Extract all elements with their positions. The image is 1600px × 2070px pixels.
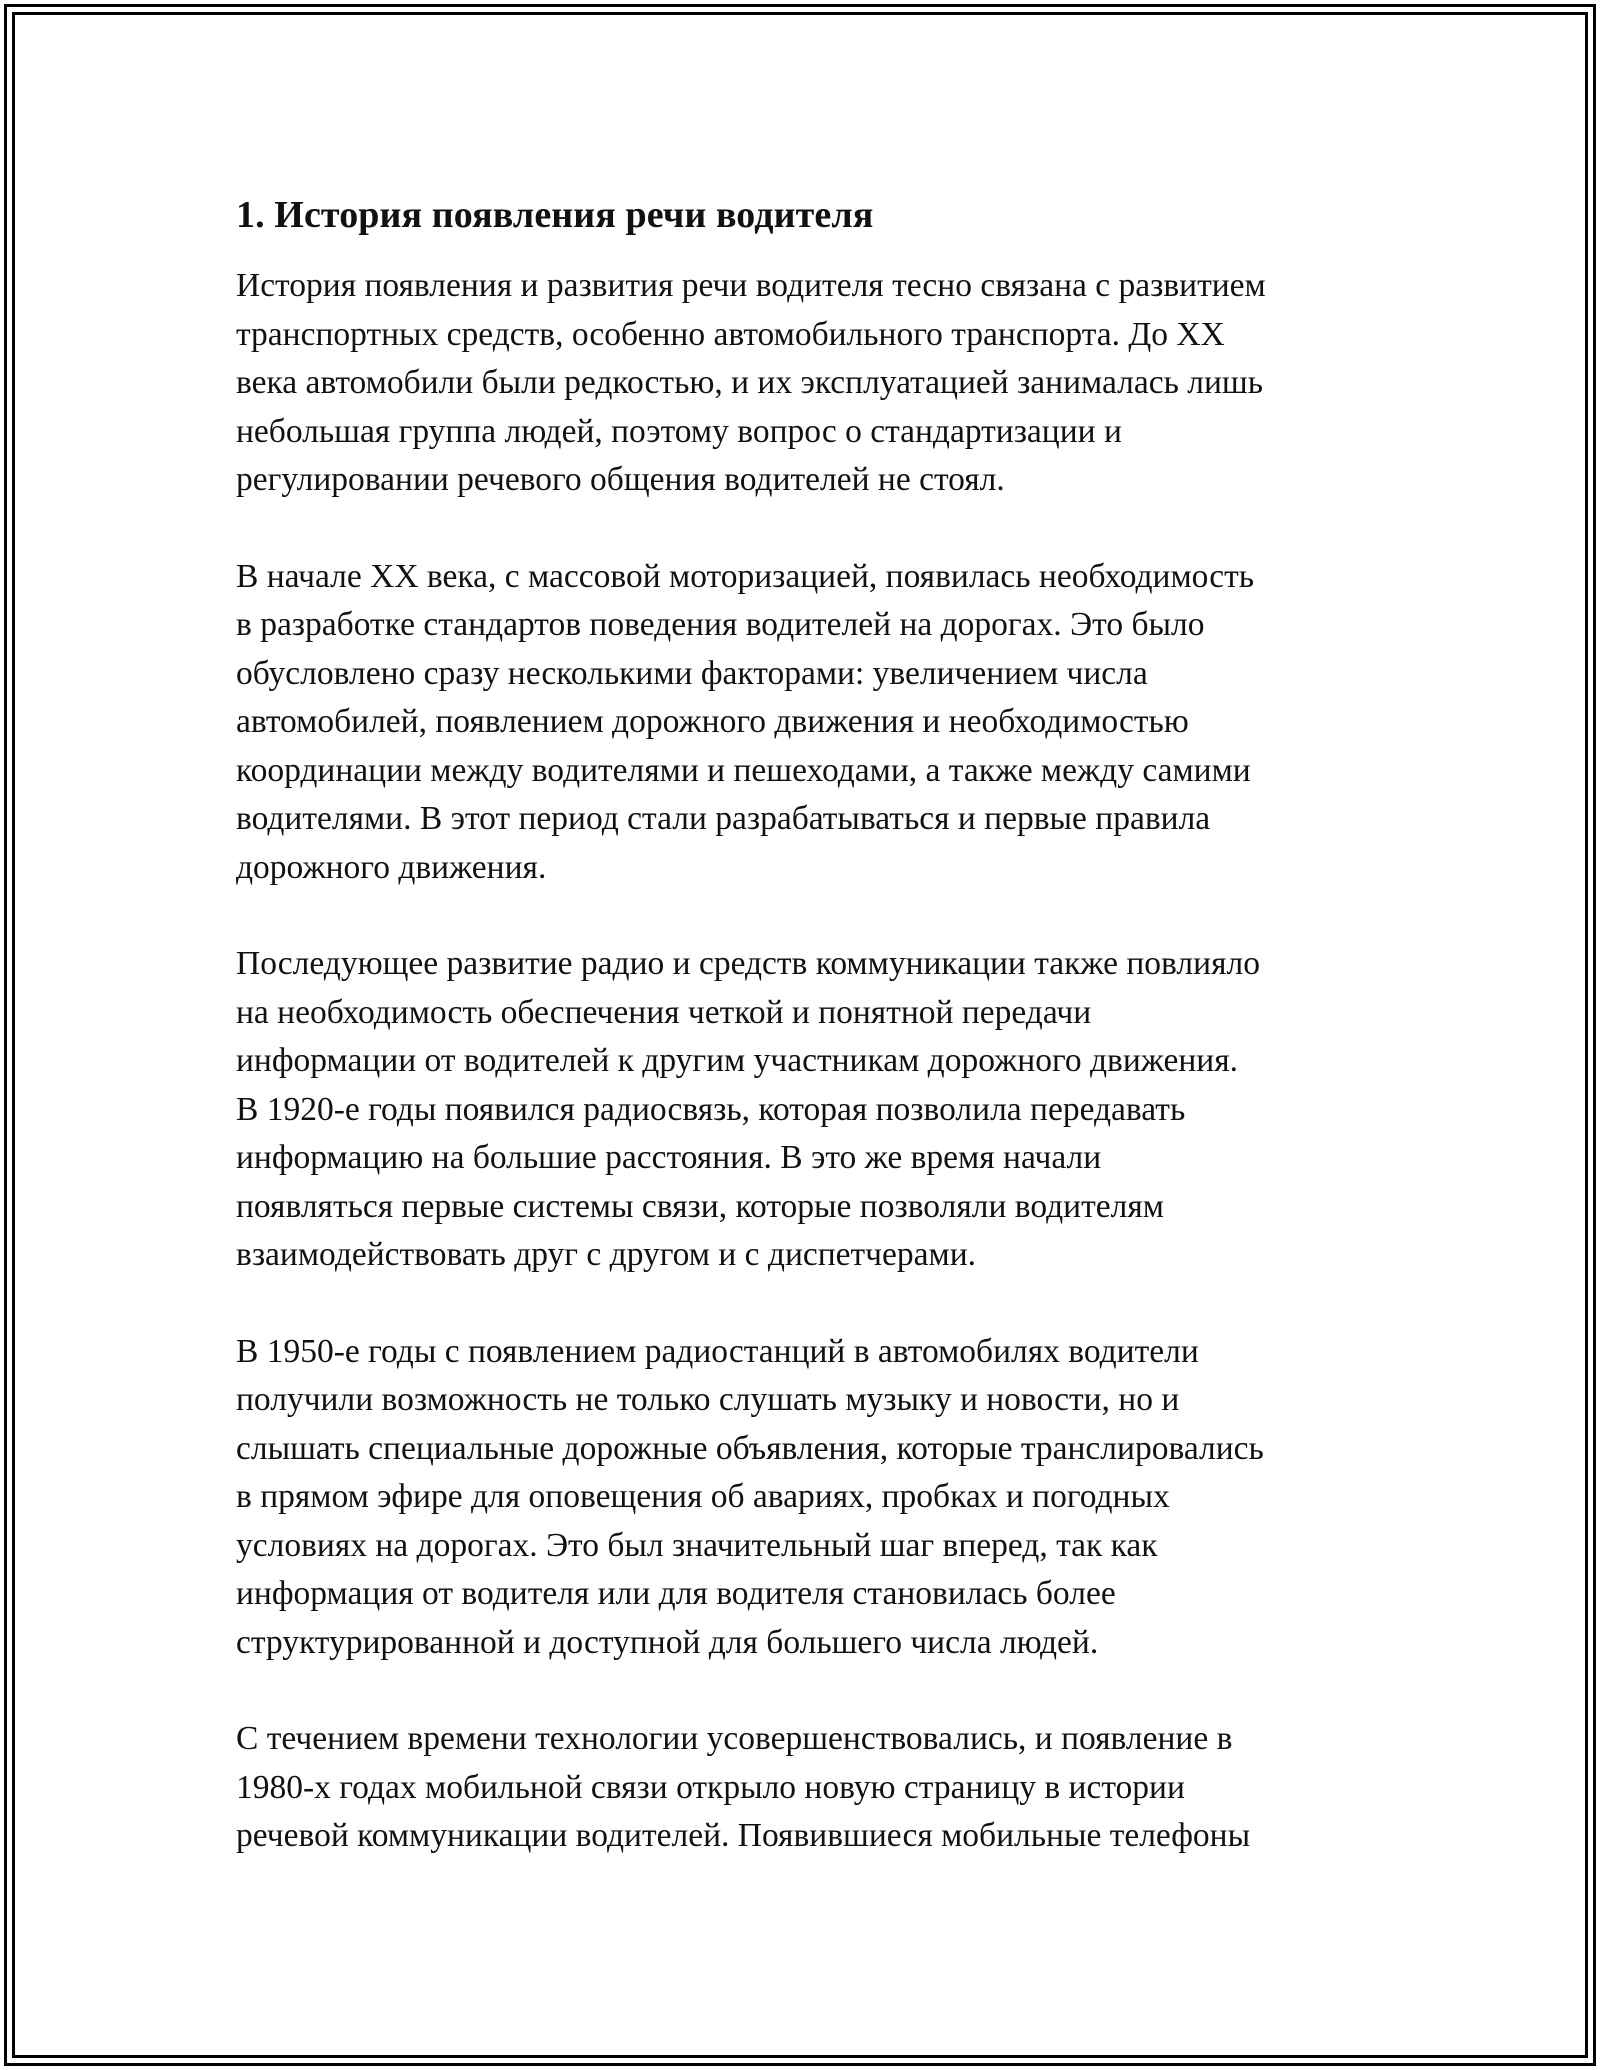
document-body [236, 186, 1376, 1909]
paragraph-5: С течением времени технологии усовершенствовались, и появление в 1980-х годах мобильной связи открыло новую страницу в истории речевой коммуникации водителей. Появившиеся мобильные телефоны [236, 1720, 1251, 1854]
paragraph-2: В начале XX века, с массовой моторизацией, появилась необходимость в разработке стандартов поведения водителей на дорогах. Это было обусловлено сразу несколькими факторами: увеличением числа автомобилей, появлением дорожного движения и необходимостью координации между водителями и пешеходами, а также между самими водителями. В этот период стали разрабатываться и первые правила дорожного движения. [236, 557, 1255, 886]
paragraph-3: Последующее развитие радио и средств коммуникации также повлияло на необходимость обеспечения четкой и понятной передачи информации от водителей к другим участникам дорожного движения. В 1920-е годы появился радиосвязь, которая позволила передавать информацию на большие расстояния. В это же время начали появляться первые системы связи, которые позволяли водителям взаимодействовать друг с другом и с диспетчерами. [236, 945, 1260, 1273]
paragraph-4: В 1950-е годы с появлением радиостанций в автомобилях водители получили возможность не только слушать музыку и новости, но и слышать специальные дорожные объявления, которые транслировались в прямом эфире для оповещения об авариях, пробках и погодных условиях на дорогах. Это был значительный шаг вперед, так как информация от водителя или для водителя становилась более структурированной и доступной для большего числа людей. [236, 1332, 1264, 1661]
paragraph-1: История появления и развития речи водителя тесно связана с развитием транспортных средств, особенно автомобильного транспорта. До XX века автомобили были редкостью, и их эксплуатацией занималась лишь небольшая группа людей, поэтому вопрос о стандартизации и регулировании речевого общения водителей не стоял. [236, 267, 1266, 498]
section-heading: 1. История появления речи водителя [236, 194, 874, 236]
